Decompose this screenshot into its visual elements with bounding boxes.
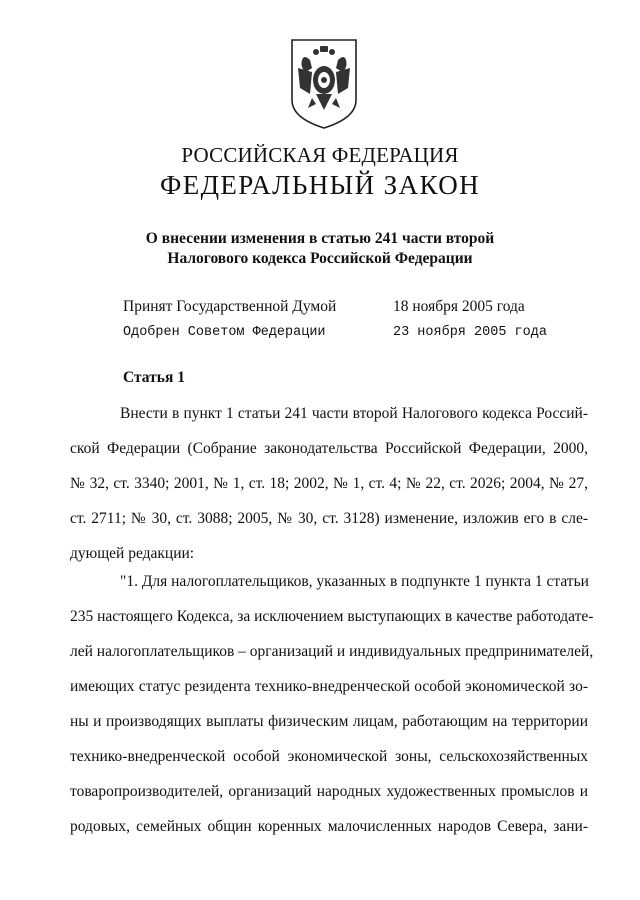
document-type: ФЕДЕРАЛЬНЫЙ ЗАКОН <box>159 170 481 200</box>
text-line: технико-внедренческой особой экономической зоны, сельскохозяйственных <box>70 748 588 765</box>
text-line: родовых, семейных общин коренных малочисленных народов Севера, зани- <box>70 818 588 835</box>
article-paragraph-2 <box>70 564 594 844</box>
text-line: № 32, ст. 3340; 2001, № 1, ст. 18; 2002, № 1, ст. 4; № 22, ст. 2026; 2004, № 27, <box>70 475 588 492</box>
text-line: дующей редакции: <box>70 545 195 562</box>
law-subject <box>0 229 640 269</box>
country-name: РОССИЙСКАЯ ФЕДЕРАЦИЯ <box>181 143 459 167</box>
subject-line-1: О внесении изменения в статью 241 части второй <box>145 230 495 247</box>
text-line: 235 настоящего Кодекса, за исключением выступающих в качестве работодате- <box>70 608 594 625</box>
duma-label: Принят Государственной Думой <box>123 298 337 315</box>
state-emblem <box>290 38 358 130</box>
council-label: Одобрен Советом Федерации <box>123 325 326 340</box>
text-line: товаропроизводителей, организаций народных художественных промыслов и <box>70 783 588 800</box>
text-line: имеющих статус резидента технико-внедренческой особой экономической зо- <box>70 678 588 695</box>
duma-date: 18 ноября 2005 года <box>393 298 525 315</box>
text-line: лей налогоплательщиков – организаций и индивидуальных предпринимателей, <box>70 643 594 660</box>
text-line: ны и производящих выплаты физическим лицам, работающим на территории <box>70 713 588 730</box>
text-line: "1. Для налогоплательщиков, указанных в подпункте 1 пункта 1 статьи <box>120 573 589 590</box>
article-heading: Статья 1 <box>123 369 185 386</box>
duma-adoption-row <box>123 298 563 316</box>
text-line: ст. 2711; № 30, ст. 3088; 2005, № 30, ст. 3128) изменение, изложив его в сле- <box>70 510 588 527</box>
council-date: 23 ноября 2005 года <box>393 325 547 340</box>
subject-line-2: Налогового кодекса Российской Федерации <box>167 250 473 267</box>
double-headed-eagle-icon <box>290 38 358 130</box>
text-line: ской Федерации (Собрание законодательства Российской Федерации, 2000, <box>70 440 588 457</box>
text-line: Внести в пункт 1 статьи 241 части второй Налогового кодекса Россий- <box>120 405 588 422</box>
council-approval-row <box>123 325 563 340</box>
article-paragraph-1 <box>70 396 588 571</box>
